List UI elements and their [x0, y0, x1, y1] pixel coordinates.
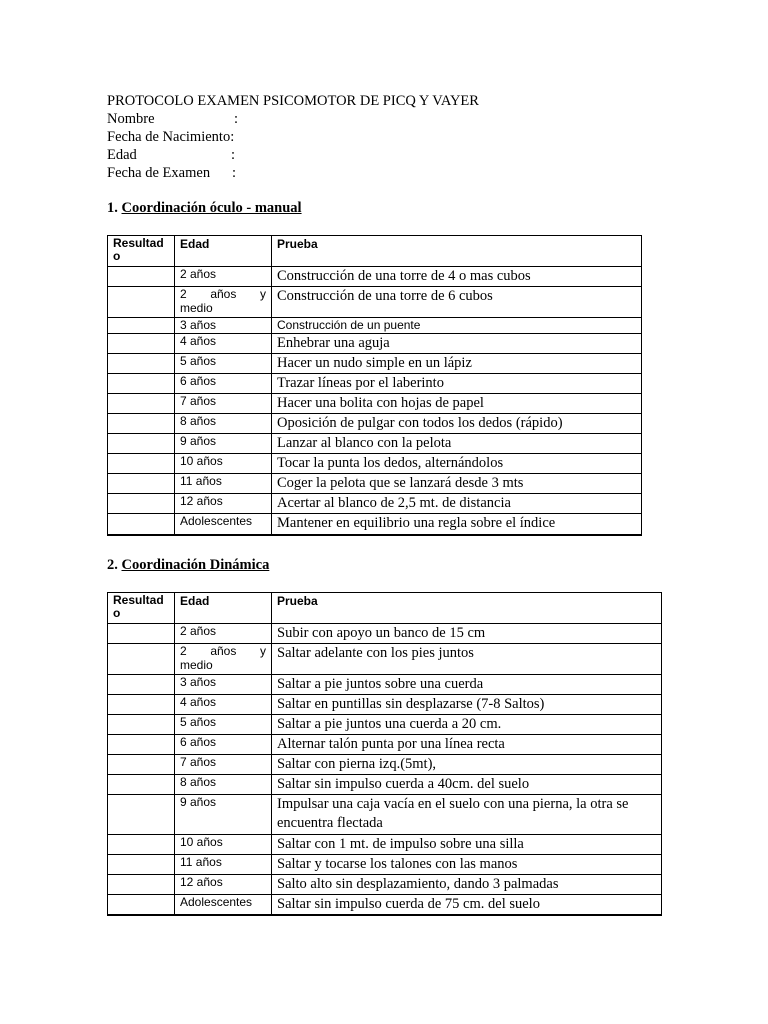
- table-row: [108, 414, 642, 434]
- resultado-cell[interactable]: [108, 715, 175, 735]
- column-header-prueba: Prueba: [272, 236, 642, 267]
- prueba-cell: Mantener en equilibrio una regla sobre el índice: [272, 514, 642, 535]
- prueba-cell: Construcción de una torre de 6 cubos: [272, 287, 642, 318]
- resultado-cell[interactable]: [108, 735, 175, 755]
- section-number: 2.: [107, 557, 118, 573]
- prueba-cell: Lanzar al blanco con la pelota: [272, 434, 642, 454]
- prueba-cell: Tocar la punta los dedos, alternándolos: [272, 454, 642, 474]
- edad-cell: 2 años y medio: [175, 287, 272, 318]
- table-row: [108, 624, 662, 644]
- edad-cell: 6 años: [175, 374, 272, 394]
- table-row: [108, 474, 642, 494]
- table-header-row: [108, 593, 662, 624]
- table-row: [108, 835, 662, 855]
- prueba-cell: Trazar líneas por el laberinto: [272, 374, 642, 394]
- field-label: Edad: [107, 147, 137, 163]
- prueba-cell: Impulsar una caja vacía en el suelo con una pierna, la otra se encuentra flectada: [272, 795, 662, 835]
- resultado-cell[interactable]: [108, 855, 175, 875]
- edad-cell: 4 años: [175, 695, 272, 715]
- table-header-row: [108, 236, 642, 267]
- edad-cell: 3 años: [175, 675, 272, 695]
- table-row: [108, 494, 642, 514]
- table-row: [108, 454, 642, 474]
- resultado-cell[interactable]: [108, 334, 175, 354]
- resultado-cell[interactable]: [108, 394, 175, 414]
- prueba-cell: Saltar con pierna izq.(5mt),: [272, 755, 662, 775]
- edad-cell: 10 años: [175, 835, 272, 855]
- resultado-cell[interactable]: [108, 454, 175, 474]
- prueba-cell: Salto alto sin desplazamiento, dando 3 palmadas: [272, 875, 662, 895]
- edad-cell: 9 años: [175, 434, 272, 454]
- table-row: [108, 318, 642, 334]
- resultado-cell[interactable]: [108, 835, 175, 855]
- prueba-cell: Coger la pelota que se lanzará desde 3 mts: [272, 474, 642, 494]
- field-separator: :: [232, 165, 237, 181]
- field-fecha-examen: [107, 164, 479, 182]
- table-row: [108, 755, 662, 775]
- table-row: [108, 267, 642, 287]
- resultado-cell[interactable]: [108, 875, 175, 895]
- column-header-edad: Edad: [175, 593, 272, 624]
- prueba-cell: Acertar al blanco de 2,5 mt. de distancia: [272, 494, 642, 514]
- resultado-cell[interactable]: [108, 795, 175, 835]
- table-row: [108, 514, 642, 535]
- table-coordinacion-dinamica: [107, 592, 662, 916]
- edad-cell: 11 años: [175, 474, 272, 494]
- resultado-cell[interactable]: [108, 474, 175, 494]
- edad-cell: 7 años: [175, 755, 272, 775]
- resultado-cell[interactable]: [108, 494, 175, 514]
- edad-cell: 9 años: [175, 795, 272, 835]
- edad-cell: 4 años: [175, 334, 272, 354]
- column-header-edad: Edad: [175, 236, 272, 267]
- prueba-cell: Saltar sin impulso cuerda a 40cm. del suelo: [272, 775, 662, 795]
- resultado-cell[interactable]: [108, 644, 175, 675]
- table-row: [108, 895, 662, 916]
- field-separator: :: [231, 147, 236, 163]
- resultado-cell[interactable]: [108, 675, 175, 695]
- prueba-cell: Construcción de un puente: [272, 318, 642, 334]
- resultado-cell[interactable]: [108, 434, 175, 454]
- prueba-cell: Construcción de una torre de 4 o mas cubos: [272, 267, 642, 287]
- column-header-prueba: Prueba: [272, 593, 662, 624]
- prueba-cell: Saltar a pie juntos sobre una cuerda: [272, 675, 662, 695]
- table-row: [108, 334, 642, 354]
- resultado-cell[interactable]: [108, 755, 175, 775]
- resultado-cell[interactable]: [108, 267, 175, 287]
- section-heading: Coordinación Dinámica: [121, 557, 270, 573]
- edad-cell: 2 años: [175, 624, 272, 644]
- prueba-cell: Saltar a pie juntos una cuerda a 20 cm.: [272, 715, 662, 735]
- edad-cell: 2 años: [175, 267, 272, 287]
- edad-cell: 3 años: [175, 318, 272, 334]
- field-nombre: [107, 110, 479, 128]
- table-row: [108, 795, 662, 835]
- section-number: 1.: [107, 200, 118, 216]
- resultado-cell[interactable]: [108, 695, 175, 715]
- field-label: Fecha de Examen: [107, 165, 211, 181]
- table-row: [108, 675, 662, 695]
- table-row: [108, 695, 662, 715]
- edad-cell: 12 años: [175, 875, 272, 895]
- table-row: [108, 875, 662, 895]
- resultado-cell[interactable]: [108, 414, 175, 434]
- document-header: [107, 92, 479, 182]
- edad-cell: 7 años: [175, 394, 272, 414]
- resultado-cell[interactable]: [108, 374, 175, 394]
- table-row: [108, 354, 642, 374]
- prueba-cell: Subir con apoyo un banco de 15 cm: [272, 624, 662, 644]
- table-row: [108, 394, 642, 414]
- resultado-cell[interactable]: [108, 624, 175, 644]
- field-fecha-nacimiento: [107, 128, 479, 146]
- field-edad: [107, 146, 479, 164]
- prueba-cell: Saltar y tocarse los talones con las manos: [272, 855, 662, 875]
- resultado-cell[interactable]: [108, 775, 175, 795]
- edad-cell: 5 años: [175, 715, 272, 735]
- prueba-cell: Saltar en puntillas sin desplazarse (7-8 Saltos): [272, 695, 662, 715]
- table-row: [108, 287, 642, 318]
- field-separator: :: [230, 129, 235, 145]
- section-heading: Coordinación óculo - manual: [121, 200, 302, 216]
- prueba-cell: Enhebrar una aguja: [272, 334, 642, 354]
- edad-cell: Adolescentes: [175, 895, 272, 916]
- edad-cell: Adolescentes: [175, 514, 272, 535]
- edad-cell: 5 años: [175, 354, 272, 374]
- edad-cell: 2 años y medio: [175, 644, 272, 675]
- field-separator: :: [234, 111, 239, 127]
- field-label: Nombre: [107, 111, 155, 127]
- table-coordinacion-oculo-manual: [107, 235, 642, 536]
- resultado-cell[interactable]: [108, 514, 175, 535]
- table-row: [108, 775, 662, 795]
- resultado-cell[interactable]: [108, 354, 175, 374]
- prueba-cell: Saltar adelante con los pies juntos: [272, 644, 662, 675]
- resultado-cell[interactable]: [108, 318, 175, 334]
- table-row: [108, 855, 662, 875]
- section-title-2: [107, 557, 269, 574]
- prueba-cell: Hacer una bolita con hojas de papel: [272, 394, 642, 414]
- resultado-cell[interactable]: [108, 895, 175, 916]
- table-row: [108, 374, 642, 394]
- edad-cell: 10 años: [175, 454, 272, 474]
- column-header-resultado: Resultado: [108, 236, 175, 267]
- column-header-resultado: Resultado: [108, 593, 175, 624]
- prueba-cell: Saltar con 1 mt. de impulso sobre una silla: [272, 835, 662, 855]
- prueba-cell: Hacer un nudo simple en un lápiz: [272, 354, 642, 374]
- prueba-cell: Oposición de pulgar con todos los dedos (rápido): [272, 414, 642, 434]
- table-row: [108, 715, 662, 735]
- resultado-cell[interactable]: [108, 287, 175, 318]
- prueba-cell: Saltar sin impulso cuerda de 75 cm. del suelo: [272, 895, 662, 916]
- edad-cell: 8 años: [175, 414, 272, 434]
- edad-cell: 12 años: [175, 494, 272, 514]
- table-row: [108, 735, 662, 755]
- document-title: PROTOCOLO EXAMEN PSICOMOTOR DE PICQ Y VAYER: [107, 93, 479, 109]
- table-row: [108, 644, 662, 675]
- prueba-cell: Alternar talón punta por una línea recta: [272, 735, 662, 755]
- field-label: Fecha de Nacimiento: [107, 129, 231, 145]
- edad-cell: 11 años: [175, 855, 272, 875]
- section-title-1: [107, 200, 302, 217]
- edad-cell: 6 años: [175, 735, 272, 755]
- edad-cell: 8 años: [175, 775, 272, 795]
- table-row: [108, 434, 642, 454]
